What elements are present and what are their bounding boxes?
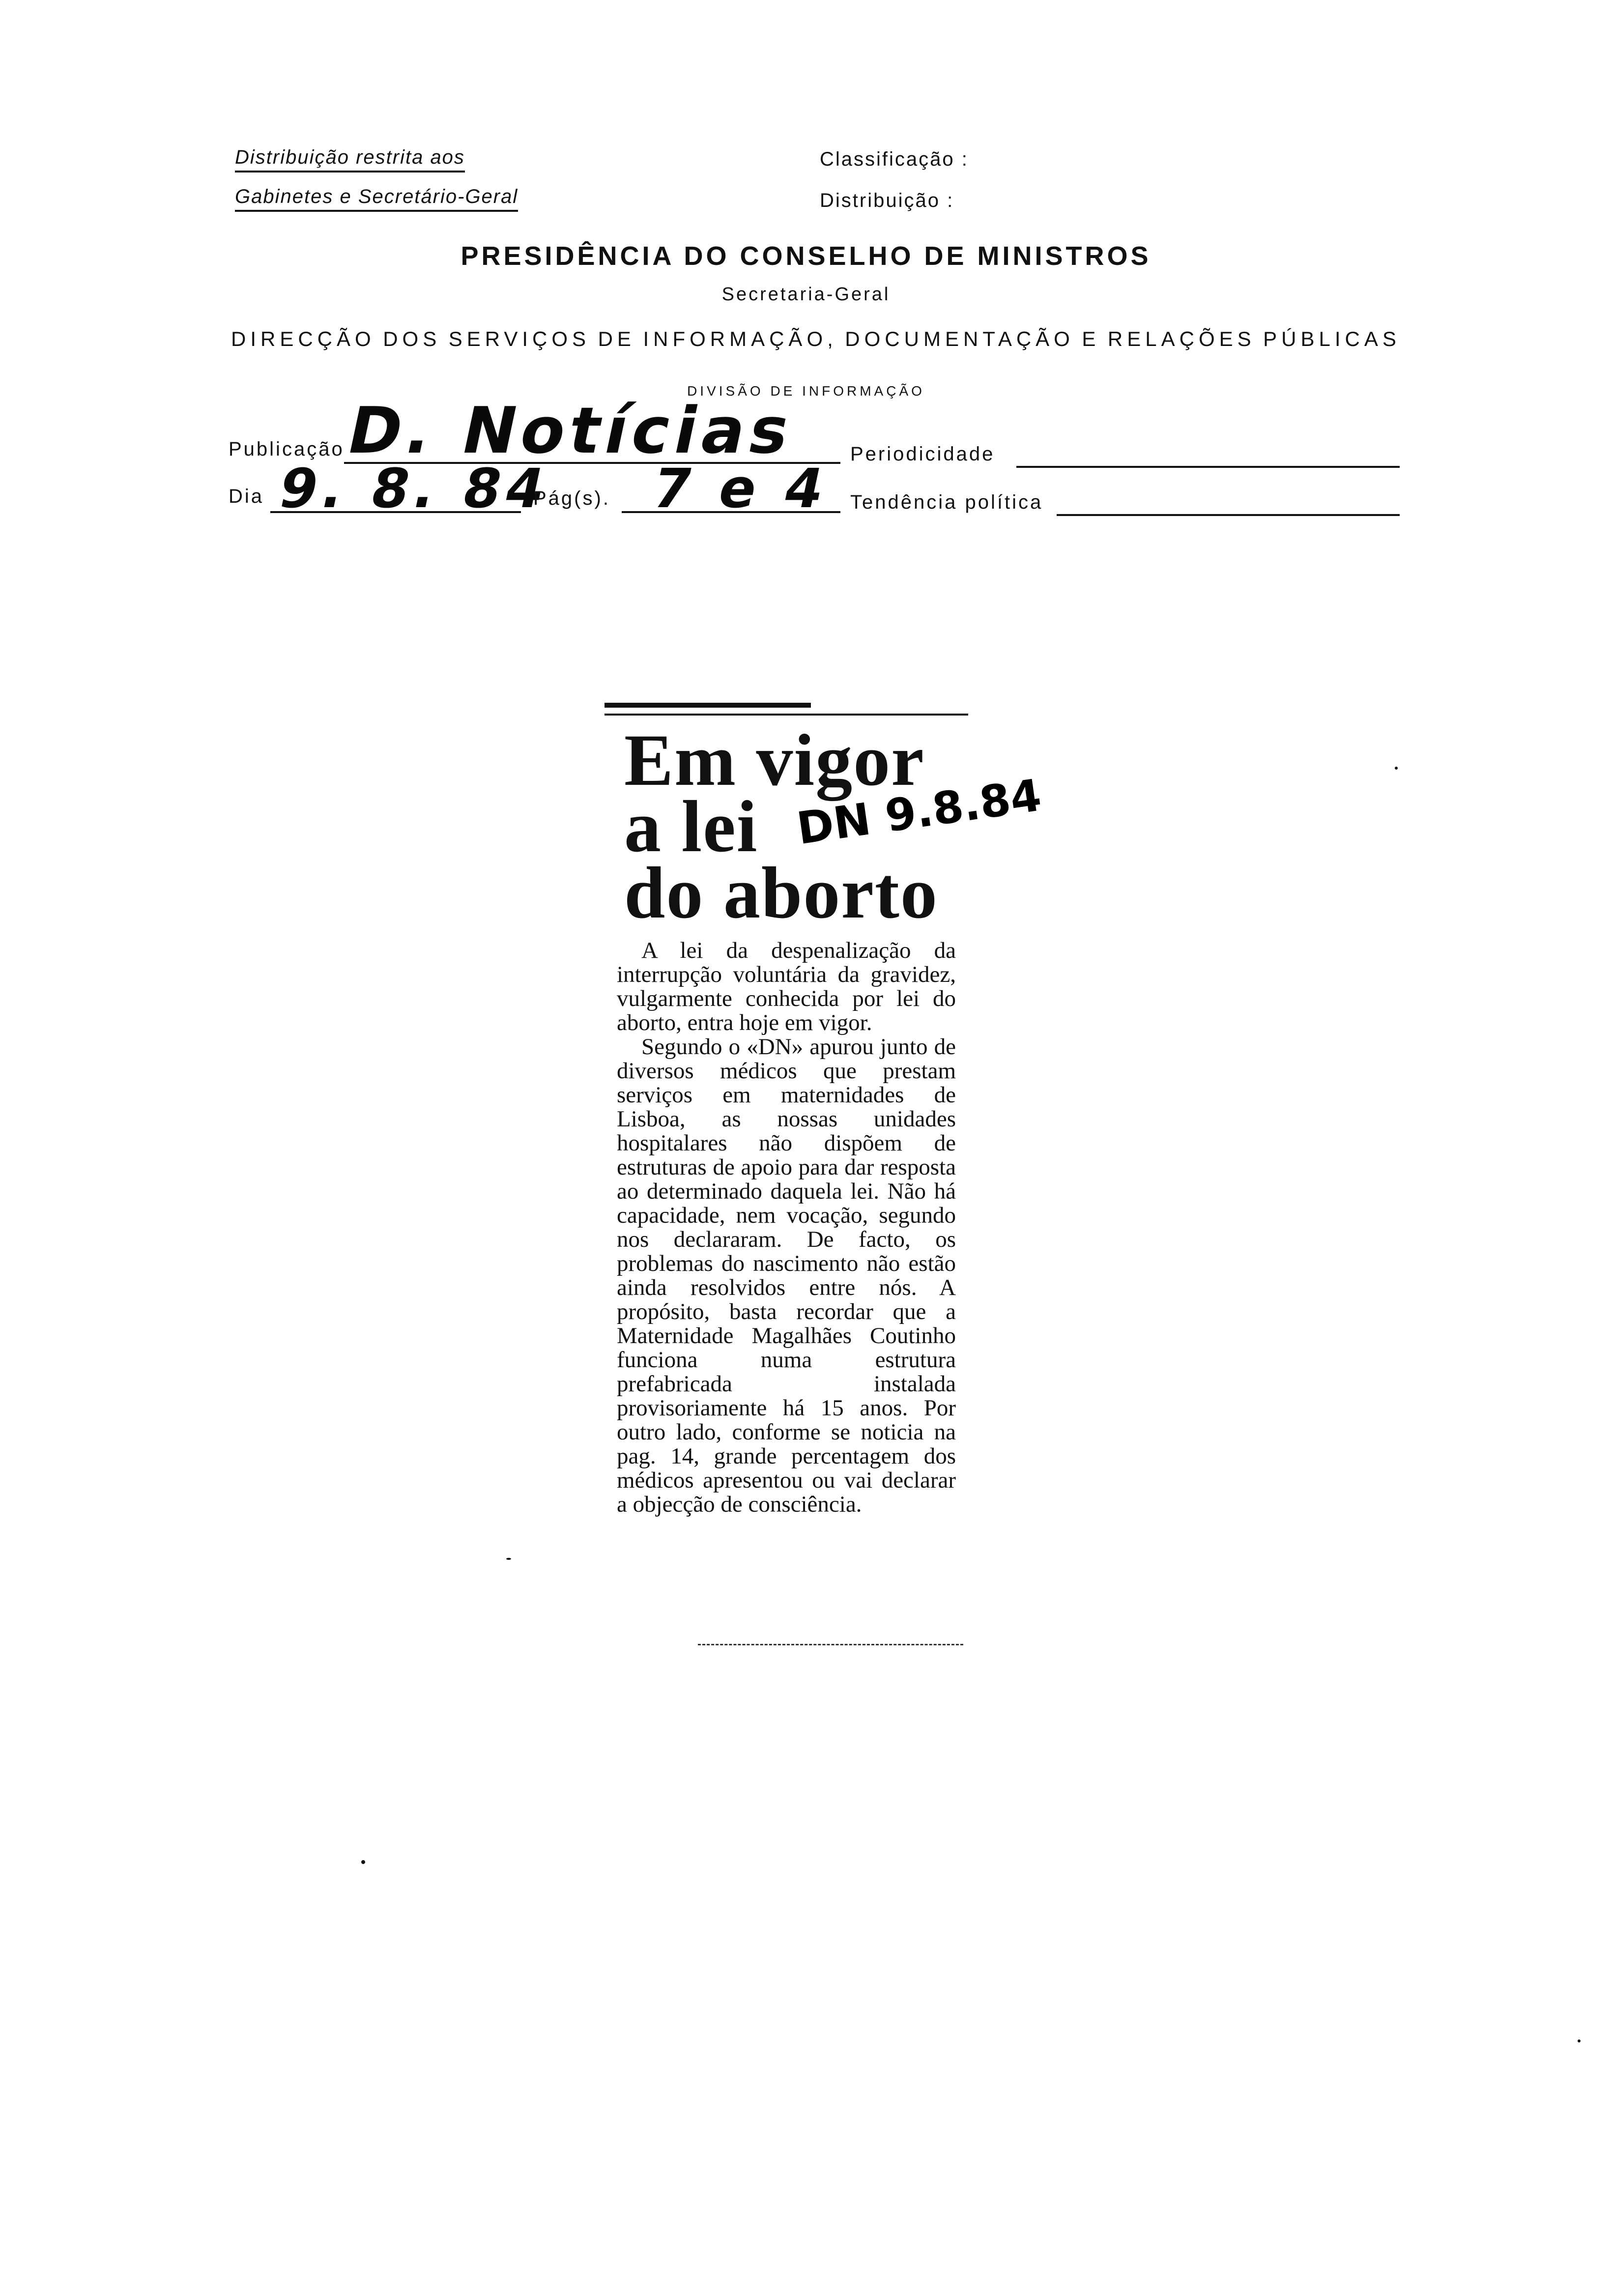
department-word: RELAÇÕES xyxy=(1107,327,1256,350)
organization-subtitle: Secretaria-Geral xyxy=(721,284,891,305)
restricted-distribution-line2: Gabinetes e Secretário-Geral xyxy=(235,186,518,212)
political-tendency-field-line xyxy=(1057,514,1400,516)
department-word: DOS xyxy=(383,327,441,350)
article-paragraph: A lei da despenalização da interrupção voluntária da gravidez, vulgarmente conhecida por lei do aborto, entra hoje em vigor. xyxy=(617,938,956,1035)
clipping-rule-thin xyxy=(604,714,968,716)
department-word: SERVIÇOS xyxy=(448,327,591,350)
department-word: DE xyxy=(598,327,635,350)
day-handwritten-value: 9. 8. 84 xyxy=(273,457,555,520)
article-body xyxy=(617,939,956,1517)
department-name xyxy=(231,327,1401,351)
department-word: DIRECÇÃO xyxy=(231,327,375,350)
clipping-bottom-edge xyxy=(698,1644,963,1645)
publication-handwritten-value: D. Notícias xyxy=(341,393,802,468)
headline-line: a lei xyxy=(624,786,758,867)
pages-handwritten-value: 7 e 4 xyxy=(647,457,835,520)
political-tendency-label: Tendência política xyxy=(850,491,1043,513)
scan-speck xyxy=(506,1558,511,1560)
department-word: DOCUMENTAÇÃO xyxy=(845,327,1074,350)
periodicity-field-line xyxy=(1016,466,1400,468)
pages-label: Pág(s). xyxy=(533,488,610,509)
day-label: Dia xyxy=(229,486,264,507)
headline-line: Em vigor xyxy=(624,719,925,801)
classification-label: Classificação : xyxy=(820,148,969,170)
article-paragraph: Segundo o «DN» apurou junto de diversos médicos que prestam serviços em maternidades de Lisboa, as nossas unidades hospitalares não dispõem de estruturas de apoio para dar resposta ao determinado daquela lei. Não há capacidade, nem vocação, segundo nos declararam. De facto, os problemas do nascimento não estão ainda resolvidos entre nós. A propósito, basta recordar que a Maternidade Magalhães Coutinho funciona numa estrutura prefabricada instalada provisoriamente há 15 anos. Por outro lado, conforme se noticia na pag. 14, grande percentagem dos médicos apresentou ou vai declarar a objecção de consciência. xyxy=(617,1034,956,1517)
division-name: DIVISÃO DE INFORMAÇÃO xyxy=(687,383,925,399)
distribution-label: Distribuição : xyxy=(820,190,954,211)
periodicity-label: Periodicidade xyxy=(850,443,995,465)
headline-line: do aborto xyxy=(624,852,938,934)
restricted-distribution-line1: Distribuição restrita aos xyxy=(235,146,465,172)
clipping-rule-thick xyxy=(604,703,811,708)
scan-speck xyxy=(361,1860,365,1864)
publication-label: Publicação xyxy=(229,438,345,460)
handwritten-date-note: DN 9.8.84 xyxy=(794,769,1045,855)
scan-speck xyxy=(1578,2039,1581,2042)
organization-title: PRESIDÊNCIA DO CONSELHO DE MINISTROS xyxy=(461,241,1151,271)
department-word: E xyxy=(1082,327,1100,350)
scan-speck xyxy=(1395,767,1398,770)
department-word: INFORMAÇÃO, xyxy=(643,327,837,350)
department-word: PÚBLICAS xyxy=(1263,327,1401,350)
